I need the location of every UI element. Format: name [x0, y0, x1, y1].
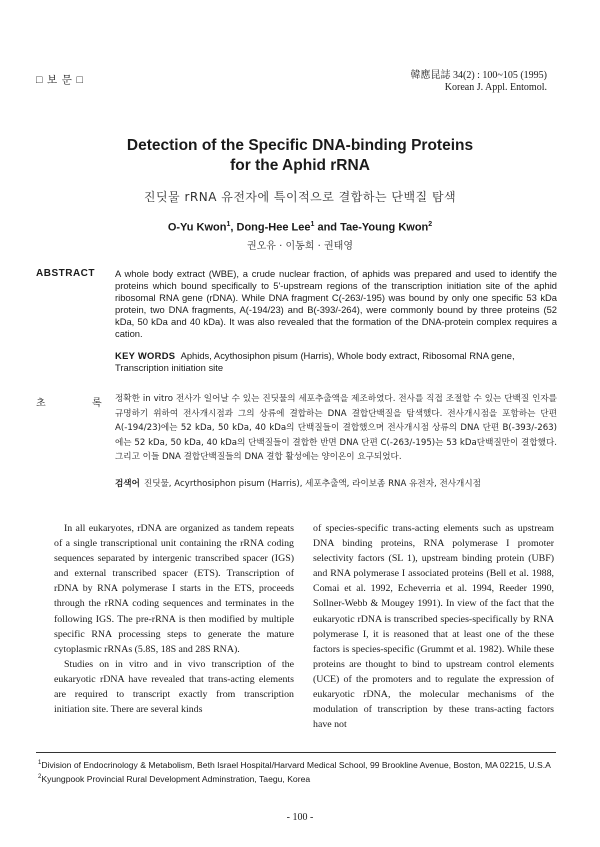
abstract-label: ABSTRACT [36, 268, 95, 279]
keywords-label: KEY WORDS [115, 350, 176, 361]
korean-keywords-label: 검색어 [115, 479, 140, 489]
body-paragraph: of species-specific trans-acting elements such as upstream DNA binding proteins, RNA polymerase I promoter selectivity factors (SL 1), upstream binding protein (UBF) and RNA polymerase I associated proteins (Bell et al. 1988, Comai et al. 1992, Echeverria et al. 1994, Reeder 1990, Sollner-Webb & Mougey 1991). In view of the fact that the eukaryotic rDNA is transcribed species-specifically by RNA polymerase I, it is reasoned that at least one of the these factors is species-specific (Grummt et al. 1982). While these proteins are thought to bind to upstream control elements (UCE) of the promoters and to regulate the expression of eukaryotic rDNA, the molecular mechanisms of the modulation of transcription by these trans-acting factors have not [313, 523, 554, 731]
author-list-korean: 권오유 · 이동희 · 권태영 [246, 241, 353, 252]
author-affiliation-mark: 2 [428, 221, 433, 228]
journal-name-english: Korean J. Appl. Entomol. [444, 82, 547, 93]
footnote-mark: 2 [38, 773, 42, 780]
body-column-left [54, 521, 294, 717]
paper-title [0, 136, 600, 176]
korean-abstract-label-1: 초 [36, 398, 46, 409]
author-name: Dong-Hee Lee [236, 221, 311, 234]
footnote-mark: 1 [38, 760, 42, 766]
body-column-right [313, 521, 554, 732]
author-separator: and [314, 221, 341, 234]
footnote-1 [38, 757, 558, 771]
footnote-2 [38, 771, 558, 785]
keywords-text: Aphids, Acythosiphon pisum (Harris), Whole body extract, Ribosomal RNA gene, Transcription initiation site [115, 350, 515, 373]
page-number: - 100 - [286, 812, 314, 823]
korean-keywords [115, 478, 557, 490]
korean-keywords-text: 진딧물, Acyrthosiphon pisum (Harris), 세포추출액, 라이보좀 RNA 유전자, 전사개시점 [143, 479, 481, 489]
paper-title-line-1: Detection of the Specific DNA-binding Proteins [126, 137, 474, 154]
body-paragraph: In all eukaryotes, rDNA are organized as tandem repeats of a single transcriptional unit containing the rRNA coding sequences separated by intergenic transcribed spacer (IGS) and external transcribed spacer (ETS). Transcription of rDNA by RNA polymerase I starts in the ETS, proceeds through the rRNA coding sequences and terminates in the following IGS. The pre-rRNA is then modified by multiple specific RNA processing steps to generate the mature cytoplasmic rRNAs (5.8S, 18S and 28S RNA). [54, 523, 294, 655]
korean-abstract-label-2: 록 [92, 398, 102, 409]
section-label: □ 보 문 □ [36, 75, 84, 86]
abstract-text: A whole body extract (WBE), a crude nuclear fraction, of aphids was prepared and used to identify the proteins which bound specifically to 5'-upstream regions of the transcription initiation site of the aphid ribosomal RNA gene (rDNA). While DNA fragment C(-263/-195) was bound by only one specific 53 kDa protein, two DNA fragments, A(-194/23) and B(-393/-264), were commonly bound by three proteins (52 kDa, 50 kDa and 40 kDa). It was also revealed that the formation of the DNA-protein complex requires a cation. [115, 268, 557, 339]
footnotes [38, 757, 558, 785]
footnote-text: Division of Endocrinology & Metabolism, Beth Israel Hospital/Harvard Medical School, 99 Brookline Avenue, Boston, MA 02215, U.S.A [41, 759, 551, 770]
author-name: O-Yu Kwon [167, 221, 227, 234]
korean-abstract-text: 정확한 in vitro 전사가 일어날 수 있는 진딧물의 세포추출액을 제조하였다. 전사를 직접 조절할 수 있는 단백질 인자를 규명하기 위하여 전사개시점과 그의 상류에 결합하는 DNA 결합단백질을 탐색했다. 전사개시점을 포함하는 단편 A(-194/23)에는 52 kDa, 50 kDa, 40 kDa의 단백질들이 결합했으며 전사개시점 상류의 DNA 단편 B(-393/-263)에는 52 kDa, 50 kDa, 40 kDa의 단백질들이 결합한 반면 DNA 단편 C(-263/-195)는 53 kDa단백질만이 결합했다. 그리고 이들 DNA 결합단백질들의 DNA 결합 활성에는 양이온이 요구되었다. [115, 394, 557, 462]
keywords [115, 350, 557, 374]
journal-citation-korean: 韓應昆誌 34(2) : 100~105 (1995) [410, 70, 547, 81]
footnote-divider [36, 752, 556, 753]
author-separator: , [230, 221, 237, 234]
author-list [0, 221, 600, 234]
author-name: Tae-Young Kwon [340, 221, 429, 234]
paper-title-korean: 진딧물 rRNA 유전자에 특이적으로 결합하는 단백질 탐색 [143, 190, 457, 204]
body-paragraph: Studies on in vitro and in vivo transcription of the eukaryotic rDNA have revealed that trans-acting elements are required to transcript exactly from transcription initiation site. There are several kinds [54, 658, 294, 716]
author-affiliation-mark: 1 [310, 221, 315, 228]
paper-title-line-2: for the Aphid rRNA [230, 157, 370, 174]
author-affiliation-mark: 1 [226, 221, 231, 228]
footnote-text: Kyungpook Provincial Rural Development Adminstration, Taegu, Korea [41, 773, 311, 784]
journal-citation [410, 70, 547, 94]
